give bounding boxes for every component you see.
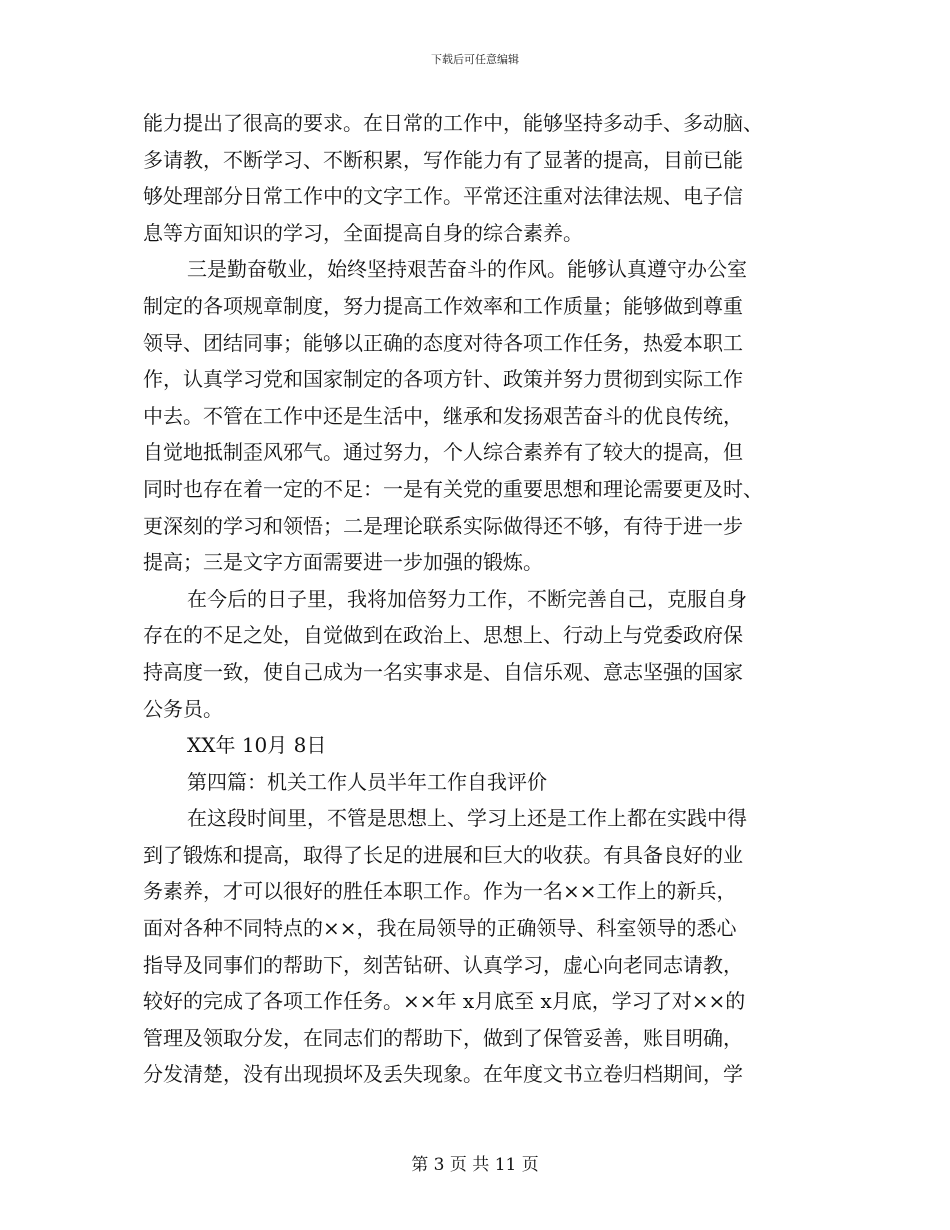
text-line: 三是勤奋敬业，始终坚持艰苦奋斗的作风。能够认真遵守办公室 (187, 257, 747, 282)
text-line: 存在的不足之处，自觉做到在政治上、思想上、行动上与党委政府保 (143, 623, 743, 648)
text-line: 够处理部分日常工作中的文字工作。平常还注重对法律法规、电子信 (143, 184, 743, 209)
page-number-footer: 第 3 页 共 11 页 (411, 1155, 539, 1175)
document-body (143, 105, 815, 1093)
text-line: 多请教，不断学习、不断积累，写作能力有了显著的提高，目前已能 (143, 147, 743, 172)
text-line: 务素养，才可以很好的胜任本职工作。作为一名××工作上的新兵， (143, 879, 737, 904)
text-line: 管理及领取分发，在同志们的帮助下，做到了保管妥善，账目明确， (143, 1025, 743, 1050)
text-line: 中去。不管在工作中还是生活中，继承和发扬艰苦奋斗的优良传统， (143, 403, 743, 428)
text-line: XX年 10月 8日 (187, 733, 327, 758)
text-line: 在这段时间里，不管是思想上、学习上还是工作上都在实践中得 (187, 806, 747, 831)
page-header: 下载后可任意编辑 (431, 53, 519, 66)
text-line: 指导及同事们的帮助下，刻苦钻研、认真学习，虚心向老同志请教， (143, 952, 743, 977)
text-line: 作，认真学习党和国家制定的各项方针、政策并努力贯彻到实际工作 (143, 367, 743, 392)
text-line: 第四篇：机关工作人员半年工作自我评价 (187, 769, 547, 794)
text-line: 能力提出了很高的要求。在日常的工作中，能够坚持多动手、多动脑、 (143, 111, 763, 135)
text-line: 同时也存在着一定的不足：一是有关党的重要思想和理论需要更及时、 (143, 476, 763, 501)
text-line: 到了锻炼和提高，取得了长足的进展和巨大的收获。有具备良好的业 (143, 842, 743, 867)
text-line: 分发清楚，没有出现损坏及丢失现象。在年度文书立卷归档期间，学 (143, 1062, 743, 1087)
text-line: 较好的完成了各项工作任务。××年 x月底至 x月底，学习了对××的 (143, 989, 746, 1014)
text-line: 自觉地抵制歪风邪气。通过努力，个人综合素养有了较大的提高，但 (143, 440, 743, 465)
text-line: 在今后的日子里，我将加倍努力工作，不断完善自己，克服自身 (187, 586, 747, 611)
text-line: 面对各种不同特点的××，我在局领导的正确领导、科室领导的悉心 (143, 916, 737, 941)
text-line: 提高；三是文字方面需要进一步加强的锻炼。 (143, 550, 543, 575)
text-line: 息等方面知识的学习，全面提高自身的综合素养。 (143, 220, 583, 245)
text-line: 持高度一致，使自己成为一名实事求是、自信乐观、意志坚强的国家 (143, 659, 743, 684)
text-line: 公务员。 (143, 696, 223, 721)
text-line: 更深刻的学习和领悟；二是理论联系实际做得还不够，有待于进一步 (143, 513, 743, 538)
text-line: 制定的各项规章制度，努力提高工作效率和工作质量；能够做到尊重 (143, 293, 743, 318)
text-line: 领导、团结同事；能够以正确的态度对待各项工作任务，热爱本职工 (143, 330, 743, 355)
